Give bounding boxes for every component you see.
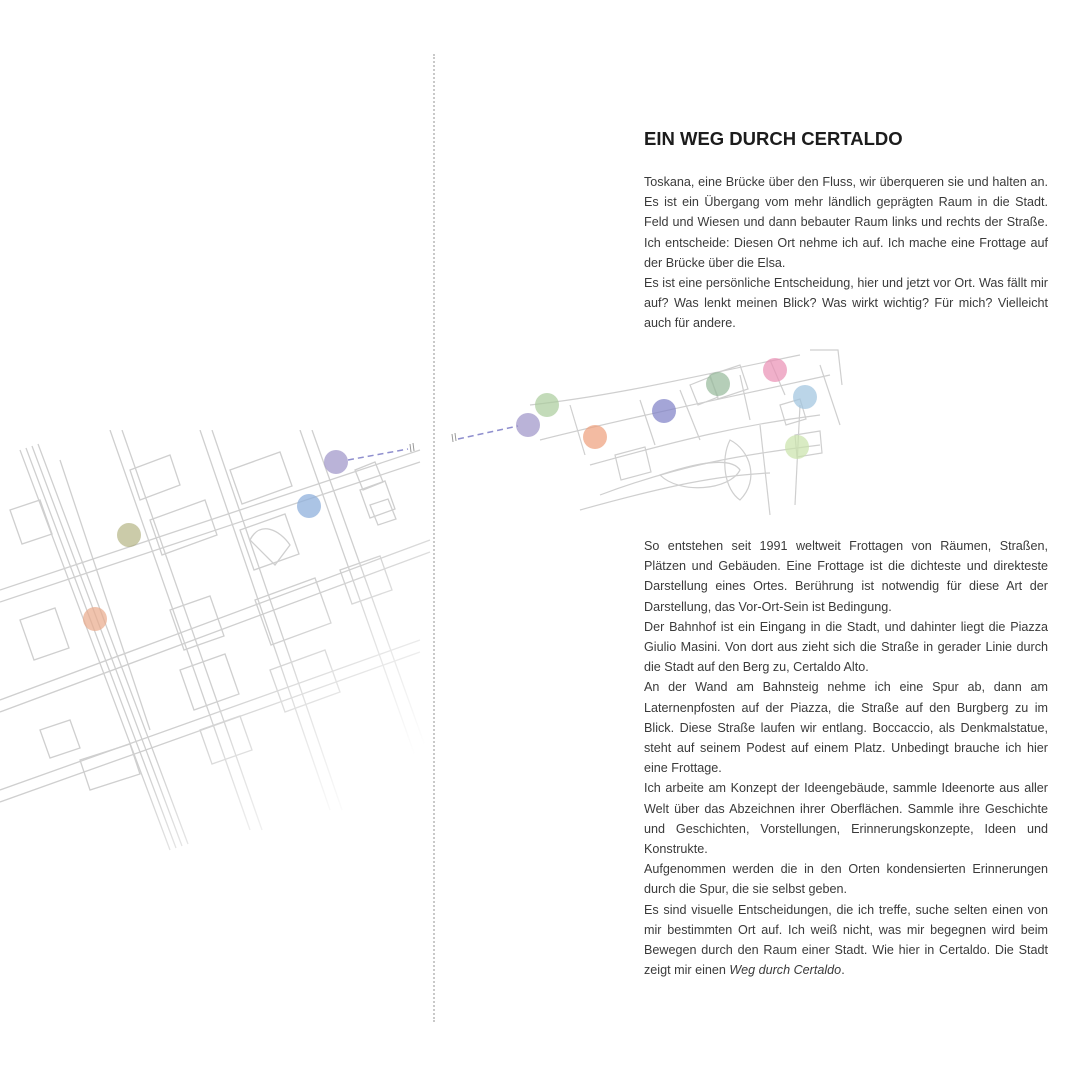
marker-street-start[interactable]: [324, 450, 348, 474]
paragraph: So entstehen seit 1991 weltweit Frottagen von Räumen, Straßen, Plätzen und Gebäuden. Eine Frottage ist die dichteste und direkteste Darstellung eines Ortes. Berührung ist notwendig für diese Art der Darstellung, das Vor-Ort-Sein ist Bedingung.: [644, 539, 1048, 614]
map-upper-town: [440, 345, 850, 520]
marker-green-2[interactable]: [706, 372, 730, 396]
map-fade-overlay: [0, 430, 432, 870]
marker-light-green[interactable]: [785, 435, 809, 459]
break-mark-icon: [452, 433, 456, 442]
paragraph: An der Wand am Bahnsteig nehme ich eine Spur ab, dann am Laternenpfosten auf der Piazza, die Straße auf den Burgberg zu im Blick. Diese Straße laufen wir entlang. Boccaccio, als Denkmalstatue, steht auf seinem Podest auf einem Platz. Unbedingt brauche ich hier eine Frottage.: [644, 680, 1048, 776]
marker-bridge-end[interactable]: [516, 413, 540, 437]
emphasis-text: Weg durch Certaldo: [729, 963, 842, 978]
paragraph: Der Bahnhof ist ein Eingang in die Stadt, und dahinter liegt die Piazza Giulio Masini. Von dort aus zieht sich die Straße in gerader Linie durch die Stadt auf den Berg zu, Certaldo Alto.: [644, 619, 1048, 675]
closing-end: .: [841, 963, 845, 978]
marker-light-blue[interactable]: [793, 385, 817, 409]
closing-paragraph: [644, 900, 1048, 981]
map-lower-town: [0, 430, 432, 870]
marker-orange-1[interactable]: [583, 425, 607, 449]
paragraph: Toskana, eine Brücke über den Fluss, wir überqueren sie und halten an. Es ist ein Übergang vom mehr ländlich geprägten Raum in die Stadt. Feld und Wiesen und dann bebauter Raum links und rechts der Straße. Ich entscheide: Diesen Ort nehme ich auf. Ich mache eine Frottage auf der Brücke über die Elsa.: [644, 175, 1048, 270]
street-lines: [530, 350, 842, 515]
page-divider: [433, 54, 435, 1022]
route-connector-right: [458, 426, 518, 439]
marker-blue-violet[interactable]: [652, 399, 676, 423]
marker-boccaccio-statue[interactable]: [297, 494, 321, 518]
marker-pink[interactable]: [763, 358, 787, 382]
paragraph: Aufgenommen werden die in den Orten kondensierten Erinnerungen durch die Spur, die sie selbst geben.: [644, 862, 1048, 897]
paragraph: Es ist eine persönliche Entscheidung, hier und jetzt vor Ort. Was fällt mir auf? Was lenkt meinen Blick? Was wirkt wichtig? Für mich? Vielleicht auch für andere.: [644, 276, 1048, 331]
marker-station-wall[interactable]: [83, 607, 107, 631]
marker-green-1[interactable]: [535, 393, 559, 417]
closing-text: Es sind visuelle Entscheidungen, die ich treffe, suche selten einen von mir bestimmten Ort auf. Ich weiß nicht, was mir begegnen wird beim Bewegen durch den Raum einer Stadt. Wie hier in Certaldo. Die Stadt zeigt mir einen: [644, 902, 1048, 978]
body-text: [644, 536, 1048, 980]
intro-text: [644, 172, 1048, 334]
article-title: EIN WEG DURCH CERTALDO: [644, 128, 903, 149]
marker-piazza-lamppost[interactable]: [117, 523, 141, 547]
paragraph: Ich arbeite am Konzept der Ideengebäude, sammle Ideenorte aus aller Welt über das Abzeichnen ihrer Oberflächen. Sammle ihre Geschichte und Geschichten, Vorstellungen, Erinnerungskonzepte, Ideen und Konstrukte.: [644, 781, 1048, 857]
